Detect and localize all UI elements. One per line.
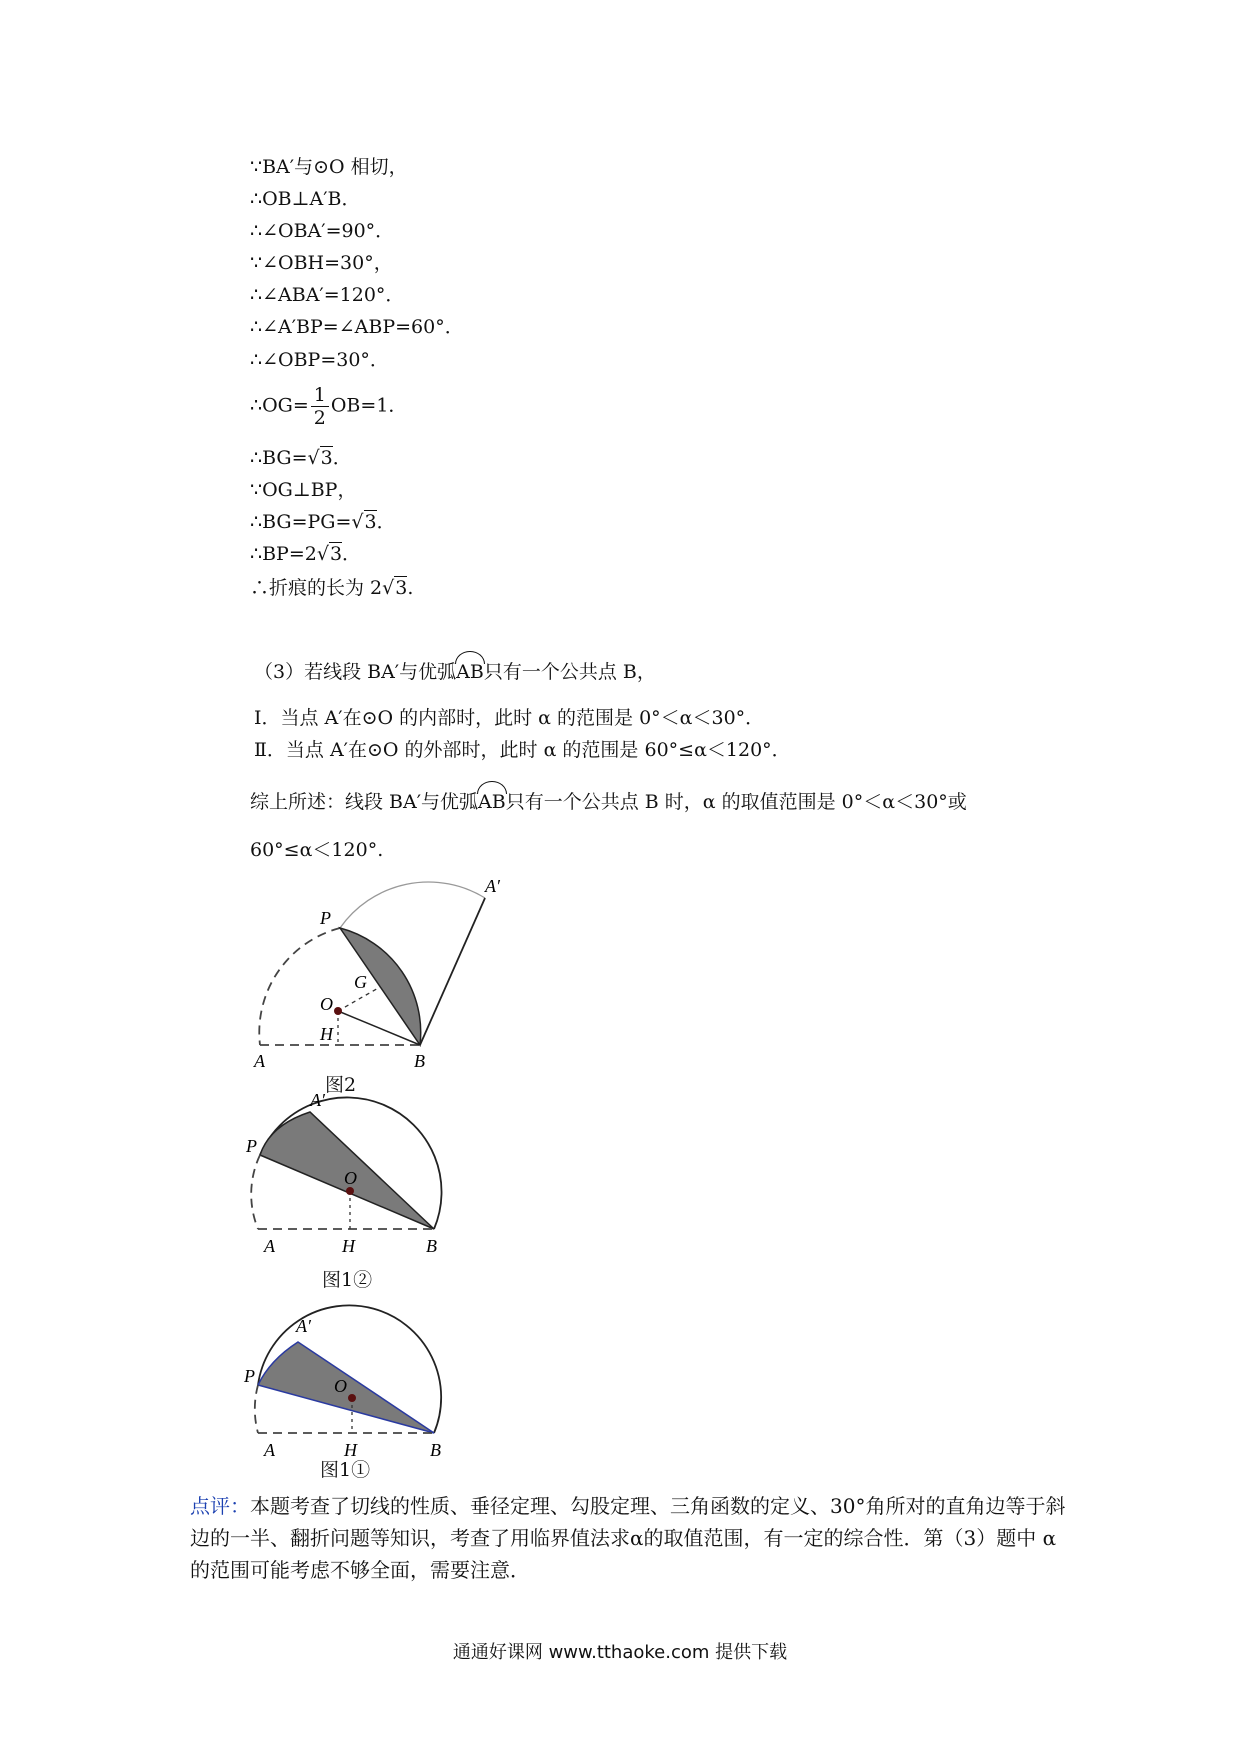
fraction-one-half: $\frac{1}{2}$ <box>311 384 329 429</box>
fig1b-label-o: O <box>344 1168 357 1188</box>
fig1b-label-a: A <box>264 1236 275 1256</box>
footer-credit: 通通好课网 www.tthaoke.com 提供下载 <box>452 1642 788 1663</box>
fig2-label-a-prime: A′ <box>485 880 500 896</box>
proof-line-4: ∵∠OBH=30°， <box>250 252 393 274</box>
proof-line-2: ∴OB⊥A′B． <box>250 188 361 210</box>
fig2-caption: 图2 <box>325 1074 357 1096</box>
figure-1-2 <box>240 1090 460 1280</box>
proof-line-1: ∵BA′与⊙O 相切， <box>250 156 408 178</box>
proof-line-7: ∴∠OBP=30°． <box>250 349 389 371</box>
proof-line-5: ∴∠ABA′=120°． <box>250 284 405 306</box>
fig1a-label-p: P <box>244 1366 255 1386</box>
figure-1-1 <box>240 1300 460 1480</box>
fig2-label-p: P <box>320 908 331 928</box>
remark-text: 本题考查了切线的性质、垂径定理、勾股定理、三角函数的定义、30°角所对的直角边等于斜边的一半、翻折问题等知识，考查了用临界值法求α的取值范围，有一定的综合性．第（3）题中 α 的范围可能考虑不够全面，需要注意． <box>190 1494 1066 1582</box>
fig2-label-o: O <box>320 994 333 1014</box>
fig1b-caption: 图1② <box>322 1269 373 1291</box>
fig2-label-h: H <box>320 1024 333 1044</box>
fig2-label-g: G <box>354 972 367 992</box>
fig1a-label-o: O <box>334 1376 347 1396</box>
bg-pg-line: ∴BG=PG=√3． <box>250 511 396 533</box>
fig1b-label-h: H <box>342 1236 355 1256</box>
part3-case1: Ⅰ．当点 A′在⊙O 的内部时，此时 α 的范围是 0°＜α＜30°． <box>254 707 765 729</box>
arc-ab: AB <box>456 661 484 683</box>
proof-line-3: ∴∠OBA′=90°． <box>250 220 395 242</box>
bg-line: ∴BG=√3． <box>250 447 352 469</box>
fig1a-label-b: B <box>430 1440 441 1460</box>
remark <box>190 1490 1070 1586</box>
fig1a-label-a: A <box>264 1440 275 1460</box>
arc-ab-summary: AB <box>478 791 506 813</box>
figure-2 <box>240 880 540 1080</box>
part3-summary-cont: 60°≤α＜120°. <box>250 839 384 861</box>
fig2-label-b: B <box>414 1051 425 1071</box>
og-perp-line: ∵OG⊥BP， <box>250 479 357 501</box>
fig2-label-a: A <box>254 1051 265 1071</box>
remark-tag: 点评： <box>190 1494 250 1518</box>
part3-intro: （3）若线段 BA′与优弧AB只有一个公共点 B， <box>254 661 656 683</box>
fig1b-label-a-prime: A′ <box>310 1090 325 1110</box>
fig1a-label-a-prime: A′ <box>296 1316 311 1336</box>
fig1b-label-p: P <box>246 1136 257 1156</box>
crease-line: ∴折痕的长为 2√3. <box>250 577 414 599</box>
fig1b-label-b: B <box>426 1236 437 1256</box>
bp-line: ∴BP=2√3． <box>250 543 362 565</box>
og-line: ∴OG= $\frac{1}{2}$ OB=1． <box>250 384 408 429</box>
fig1a-caption: 图1① <box>320 1459 371 1481</box>
fig1a-label-h: H <box>344 1440 357 1460</box>
proof-line-6: ∴∠A′BP=∠ABP=60°． <box>250 316 464 338</box>
part3-case2: Ⅱ．当点 A′在⊙O 的外部时，此时 α 的范围是 60°≤α＜120°． <box>254 739 791 761</box>
part3-summary: 综上所述：线段 BA′与优弧AB只有一个公共点 B 时，α 的取值范围是 0°＜α＜30°或 <box>250 791 967 813</box>
